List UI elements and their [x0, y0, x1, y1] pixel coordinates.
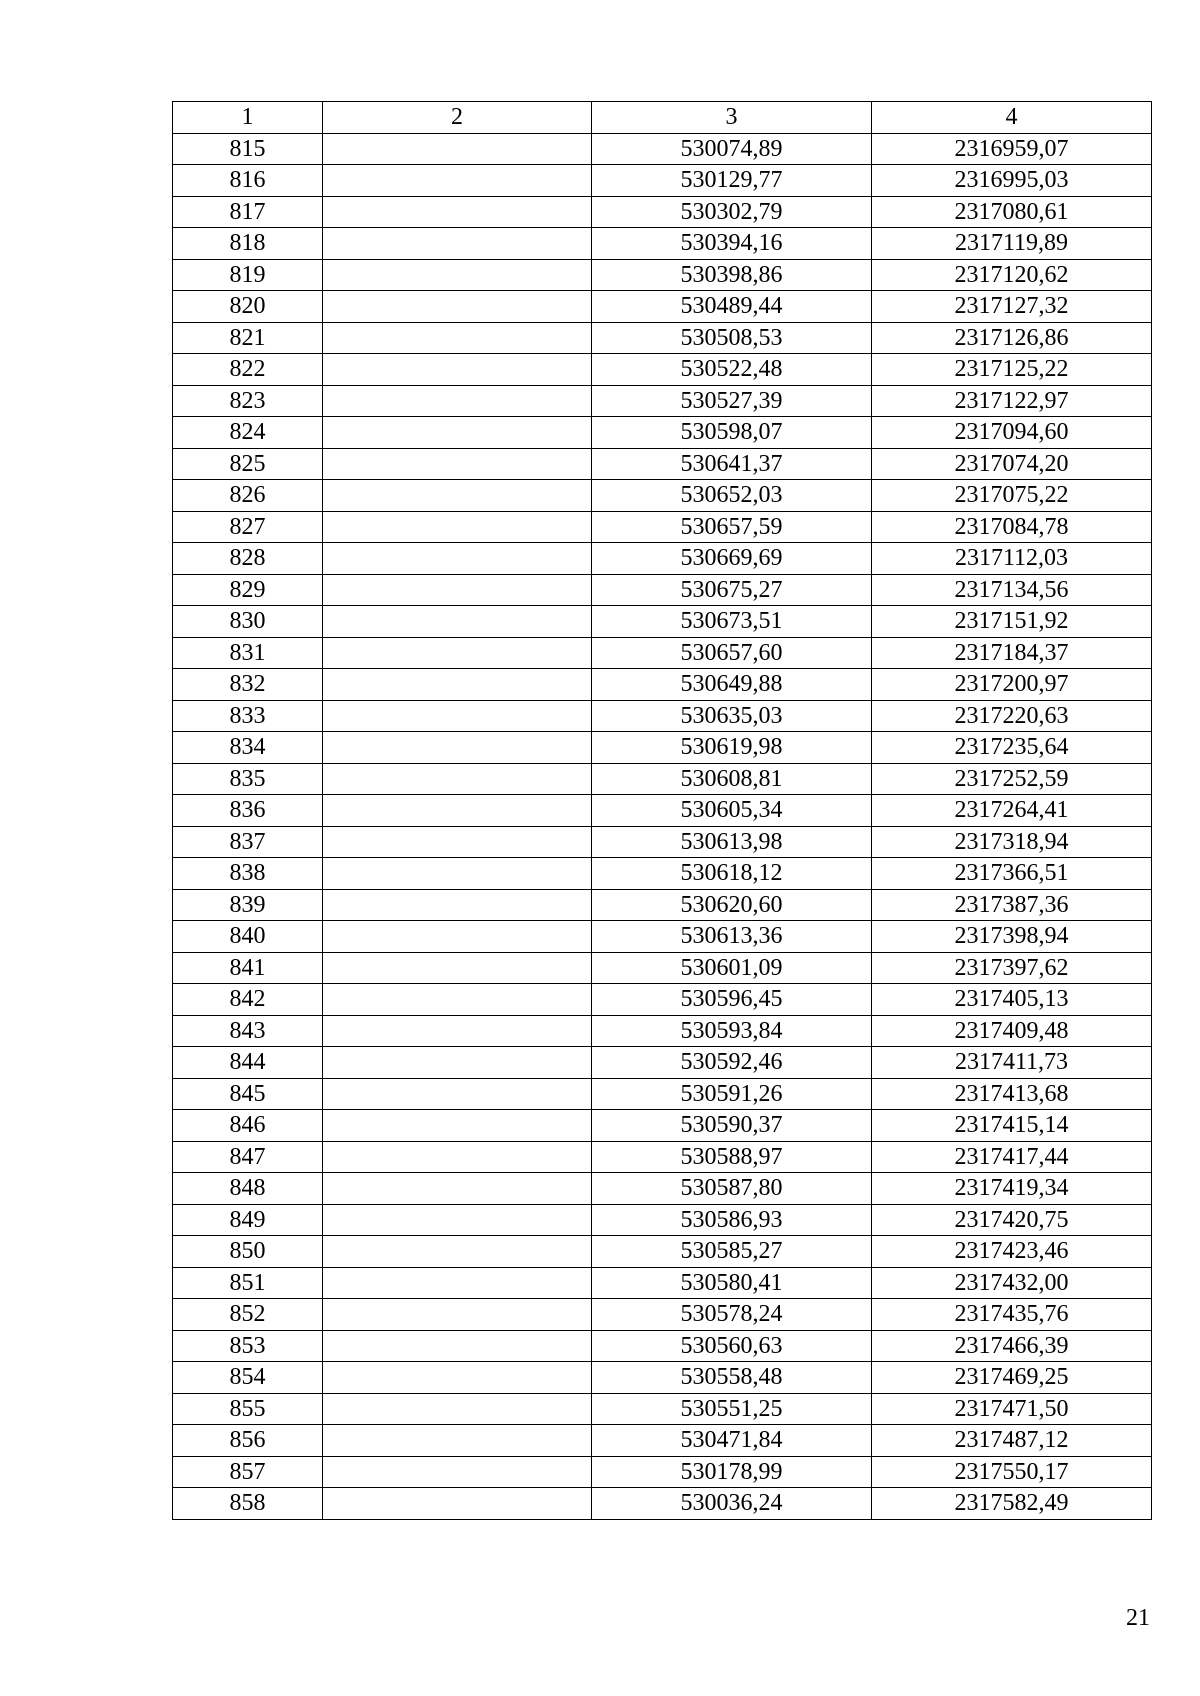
- point-number-cell: 840: [173, 921, 323, 953]
- x-coordinate-cell: 530036,24: [592, 1488, 872, 1520]
- table-row: [173, 1330, 1152, 1362]
- table-row: [173, 1456, 1152, 1488]
- table-row: [173, 133, 1152, 165]
- description-cell: [323, 1204, 592, 1236]
- table-row: [173, 511, 1152, 543]
- x-coordinate-cell: 530578,24: [592, 1299, 872, 1331]
- y-coordinate-cell: 2317405,13: [872, 984, 1152, 1016]
- point-number-cell: 853: [173, 1330, 323, 1362]
- table-row: [173, 1362, 1152, 1394]
- x-coordinate-cell: 530601,09: [592, 952, 872, 984]
- table-body: [173, 102, 1152, 1520]
- x-coordinate-cell: 530613,98: [592, 826, 872, 858]
- description-cell: [323, 165, 592, 197]
- point-number-cell: 833: [173, 700, 323, 732]
- point-number-cell: 845: [173, 1078, 323, 1110]
- point-number-cell: 852: [173, 1299, 323, 1331]
- y-coordinate-cell: 2317151,92: [872, 606, 1152, 638]
- description-cell: [323, 354, 592, 386]
- point-number-cell: 834: [173, 732, 323, 764]
- x-coordinate-cell: 530586,93: [592, 1204, 872, 1236]
- y-coordinate-cell: 2317184,37: [872, 637, 1152, 669]
- x-coordinate-cell: 530580,41: [592, 1267, 872, 1299]
- x-coordinate-cell: 530558,48: [592, 1362, 872, 1394]
- description-cell: [323, 511, 592, 543]
- point-number-cell: 829: [173, 574, 323, 606]
- x-coordinate-cell: 530613,36: [592, 921, 872, 953]
- x-coordinate-cell: 530522,48: [592, 354, 872, 386]
- table-row: [173, 637, 1152, 669]
- description-cell: [323, 259, 592, 291]
- y-coordinate-cell: 2317466,39: [872, 1330, 1152, 1362]
- x-coordinate-cell: 530591,26: [592, 1078, 872, 1110]
- description-cell: [323, 952, 592, 984]
- point-number-cell: 837: [173, 826, 323, 858]
- x-coordinate-cell: 530608,81: [592, 763, 872, 795]
- table-row: [173, 291, 1152, 323]
- point-number-cell: 825: [173, 448, 323, 480]
- x-coordinate-cell: 530527,39: [592, 385, 872, 417]
- table-row: [173, 1078, 1152, 1110]
- point-number-cell: 844: [173, 1047, 323, 1079]
- description-cell: [323, 1488, 592, 1520]
- point-number-cell: 821: [173, 322, 323, 354]
- x-coordinate-cell: 530178,99: [592, 1456, 872, 1488]
- point-number-cell: 856: [173, 1425, 323, 1457]
- y-coordinate-cell: 2317080,61: [872, 196, 1152, 228]
- table-row: [173, 574, 1152, 606]
- header-col-2: 2: [323, 102, 592, 134]
- y-coordinate-cell: 2317417,44: [872, 1141, 1152, 1173]
- y-coordinate-cell: 2317419,34: [872, 1173, 1152, 1205]
- description-cell: [323, 1425, 592, 1457]
- point-number-cell: 835: [173, 763, 323, 795]
- point-number-cell: 855: [173, 1393, 323, 1425]
- point-number-cell: 831: [173, 637, 323, 669]
- point-number-cell: 827: [173, 511, 323, 543]
- description-cell: [323, 826, 592, 858]
- table-row: [173, 1173, 1152, 1205]
- x-coordinate-cell: 530592,46: [592, 1047, 872, 1079]
- x-coordinate-cell: 530560,63: [592, 1330, 872, 1362]
- description-cell: [323, 858, 592, 890]
- x-coordinate-cell: 530652,03: [592, 480, 872, 512]
- point-number-cell: 849: [173, 1204, 323, 1236]
- y-coordinate-cell: 2317366,51: [872, 858, 1152, 890]
- description-cell: [323, 984, 592, 1016]
- y-coordinate-cell: 2317126,86: [872, 322, 1152, 354]
- x-coordinate-cell: 530649,88: [592, 669, 872, 701]
- page-number: 21: [1126, 1605, 1150, 1631]
- table-row: [173, 1267, 1152, 1299]
- x-coordinate-cell: 530635,03: [592, 700, 872, 732]
- point-number-cell: 851: [173, 1267, 323, 1299]
- header-col-1: 1: [173, 102, 323, 134]
- y-coordinate-cell: 2317415,14: [872, 1110, 1152, 1142]
- x-coordinate-cell: 530593,84: [592, 1015, 872, 1047]
- description-cell: [323, 1015, 592, 1047]
- description-cell: [323, 448, 592, 480]
- description-cell: [323, 732, 592, 764]
- point-number-cell: 824: [173, 417, 323, 449]
- description-cell: [323, 700, 592, 732]
- y-coordinate-cell: 2317409,48: [872, 1015, 1152, 1047]
- point-number-cell: 841: [173, 952, 323, 984]
- y-coordinate-cell: 2317318,94: [872, 826, 1152, 858]
- x-coordinate-cell: 530669,69: [592, 543, 872, 575]
- description-cell: [323, 543, 592, 575]
- point-number-cell: 822: [173, 354, 323, 386]
- table-row: [173, 1393, 1152, 1425]
- y-coordinate-cell: 2317094,60: [872, 417, 1152, 449]
- y-coordinate-cell: 2317112,03: [872, 543, 1152, 575]
- table-row: [173, 1236, 1152, 1268]
- point-number-cell: 843: [173, 1015, 323, 1047]
- y-coordinate-cell: 2317411,73: [872, 1047, 1152, 1079]
- description-cell: [323, 417, 592, 449]
- table-row: [173, 606, 1152, 638]
- table-row: [173, 1425, 1152, 1457]
- x-coordinate-cell: 530074,89: [592, 133, 872, 165]
- table-row: [173, 700, 1152, 732]
- description-cell: [323, 1393, 592, 1425]
- table-row: [173, 1047, 1152, 1079]
- y-coordinate-cell: 2316959,07: [872, 133, 1152, 165]
- table-row: [173, 1488, 1152, 1520]
- table-header-row: [173, 102, 1152, 134]
- description-cell: [323, 322, 592, 354]
- point-number-cell: 850: [173, 1236, 323, 1268]
- description-cell: [323, 1330, 592, 1362]
- point-number-cell: 838: [173, 858, 323, 890]
- table-row: [173, 732, 1152, 764]
- description-cell: [323, 1110, 592, 1142]
- description-cell: [323, 196, 592, 228]
- y-coordinate-cell: 2317134,56: [872, 574, 1152, 606]
- table-row: [173, 417, 1152, 449]
- point-number-cell: 858: [173, 1488, 323, 1520]
- x-coordinate-cell: 530598,07: [592, 417, 872, 449]
- description-cell: [323, 763, 592, 795]
- x-coordinate-cell: 530551,25: [592, 1393, 872, 1425]
- y-coordinate-cell: 2317471,50: [872, 1393, 1152, 1425]
- description-cell: [323, 1236, 592, 1268]
- y-coordinate-cell: 2317200,97: [872, 669, 1152, 701]
- x-coordinate-cell: 530489,44: [592, 291, 872, 323]
- table-row: [173, 322, 1152, 354]
- point-number-cell: 826: [173, 480, 323, 512]
- description-cell: [323, 1299, 592, 1331]
- table-row: [173, 984, 1152, 1016]
- point-number-cell: 816: [173, 165, 323, 197]
- table-row: [173, 1299, 1152, 1331]
- y-coordinate-cell: 2317397,62: [872, 952, 1152, 984]
- y-coordinate-cell: 2317120,62: [872, 259, 1152, 291]
- header-col-4: 4: [872, 102, 1152, 134]
- y-coordinate-cell: 2317264,41: [872, 795, 1152, 827]
- description-cell: [323, 1078, 592, 1110]
- description-cell: [323, 385, 592, 417]
- table-row: [173, 196, 1152, 228]
- table-row: [173, 1204, 1152, 1236]
- table-row: [173, 228, 1152, 260]
- point-number-cell: 846: [173, 1110, 323, 1142]
- table-row: [173, 826, 1152, 858]
- x-coordinate-cell: 530620,60: [592, 889, 872, 921]
- point-number-cell: 854: [173, 1362, 323, 1394]
- y-coordinate-cell: 2317127,32: [872, 291, 1152, 323]
- y-coordinate-cell: 2317398,94: [872, 921, 1152, 953]
- y-coordinate-cell: 2317432,00: [872, 1267, 1152, 1299]
- point-number-cell: 817: [173, 196, 323, 228]
- y-coordinate-cell: 2317235,64: [872, 732, 1152, 764]
- x-coordinate-cell: 530129,77: [592, 165, 872, 197]
- description-cell: [323, 574, 592, 606]
- x-coordinate-cell: 530398,86: [592, 259, 872, 291]
- table-row: [173, 669, 1152, 701]
- table-row: [173, 543, 1152, 575]
- point-number-cell: 839: [173, 889, 323, 921]
- x-coordinate-cell: 530657,60: [592, 637, 872, 669]
- y-coordinate-cell: 2317119,89: [872, 228, 1152, 260]
- description-cell: [323, 795, 592, 827]
- description-cell: [323, 606, 592, 638]
- y-coordinate-cell: 2317122,97: [872, 385, 1152, 417]
- table-row: [173, 795, 1152, 827]
- point-number-cell: 842: [173, 984, 323, 1016]
- point-number-cell: 819: [173, 259, 323, 291]
- x-coordinate-cell: 530508,53: [592, 322, 872, 354]
- description-cell: [323, 1173, 592, 1205]
- table-row: [173, 1110, 1152, 1142]
- point-number-cell: 832: [173, 669, 323, 701]
- x-coordinate-cell: 530590,37: [592, 1110, 872, 1142]
- table-row: [173, 952, 1152, 984]
- y-coordinate-cell: 2317252,59: [872, 763, 1152, 795]
- y-coordinate-cell: 2317387,36: [872, 889, 1152, 921]
- y-coordinate-cell: 2316995,03: [872, 165, 1152, 197]
- table-row: [173, 354, 1152, 386]
- y-coordinate-cell: 2317074,20: [872, 448, 1152, 480]
- table-row: [173, 858, 1152, 890]
- point-number-cell: 848: [173, 1173, 323, 1205]
- description-cell: [323, 921, 592, 953]
- description-cell: [323, 228, 592, 260]
- description-cell: [323, 1141, 592, 1173]
- description-cell: [323, 480, 592, 512]
- table-row: [173, 889, 1152, 921]
- description-cell: [323, 1362, 592, 1394]
- y-coordinate-cell: 2317413,68: [872, 1078, 1152, 1110]
- table-row: [173, 921, 1152, 953]
- y-coordinate-cell: 2317469,25: [872, 1362, 1152, 1394]
- y-coordinate-cell: 2317487,12: [872, 1425, 1152, 1457]
- y-coordinate-cell: 2317550,17: [872, 1456, 1152, 1488]
- x-coordinate-cell: 530641,37: [592, 448, 872, 480]
- point-number-cell: 820: [173, 291, 323, 323]
- description-cell: [323, 1047, 592, 1079]
- table-row: [173, 480, 1152, 512]
- x-coordinate-cell: 530587,80: [592, 1173, 872, 1205]
- description-cell: [323, 889, 592, 921]
- x-coordinate-cell: 530605,34: [592, 795, 872, 827]
- y-coordinate-cell: 2317435,76: [872, 1299, 1152, 1331]
- x-coordinate-cell: 530588,97: [592, 1141, 872, 1173]
- table-row: [173, 1015, 1152, 1047]
- y-coordinate-cell: 2317420,75: [872, 1204, 1152, 1236]
- x-coordinate-cell: 530675,27: [592, 574, 872, 606]
- y-coordinate-cell: 2317075,22: [872, 480, 1152, 512]
- y-coordinate-cell: 2317084,78: [872, 511, 1152, 543]
- description-cell: [323, 1456, 592, 1488]
- x-coordinate-cell: 530471,84: [592, 1425, 872, 1457]
- x-coordinate-cell: 530619,98: [592, 732, 872, 764]
- point-number-cell: 830: [173, 606, 323, 638]
- description-cell: [323, 637, 592, 669]
- table-row: [173, 165, 1152, 197]
- y-coordinate-cell: 2317220,63: [872, 700, 1152, 732]
- header-col-3: 3: [592, 102, 872, 134]
- x-coordinate-cell: 530394,16: [592, 228, 872, 260]
- x-coordinate-cell: 530302,79: [592, 196, 872, 228]
- table-row: [173, 259, 1152, 291]
- point-number-cell: 828: [173, 543, 323, 575]
- description-cell: [323, 669, 592, 701]
- y-coordinate-cell: 2317582,49: [872, 1488, 1152, 1520]
- point-number-cell: 815: [173, 133, 323, 165]
- point-number-cell: 847: [173, 1141, 323, 1173]
- table-row: [173, 1141, 1152, 1173]
- point-number-cell: 836: [173, 795, 323, 827]
- x-coordinate-cell: 530618,12: [592, 858, 872, 890]
- table-row: [173, 448, 1152, 480]
- coordinate-table: [172, 101, 1152, 1520]
- point-number-cell: 818: [173, 228, 323, 260]
- x-coordinate-cell: 530673,51: [592, 606, 872, 638]
- table-row: [173, 763, 1152, 795]
- x-coordinate-cell: 530585,27: [592, 1236, 872, 1268]
- y-coordinate-cell: 2317423,46: [872, 1236, 1152, 1268]
- y-coordinate-cell: 2317125,22: [872, 354, 1152, 386]
- table-row: [173, 385, 1152, 417]
- x-coordinate-cell: 530596,45: [592, 984, 872, 1016]
- x-coordinate-cell: 530657,59: [592, 511, 872, 543]
- description-cell: [323, 133, 592, 165]
- description-cell: [323, 1267, 592, 1299]
- description-cell: [323, 291, 592, 323]
- point-number-cell: 857: [173, 1456, 323, 1488]
- point-number-cell: 823: [173, 385, 323, 417]
